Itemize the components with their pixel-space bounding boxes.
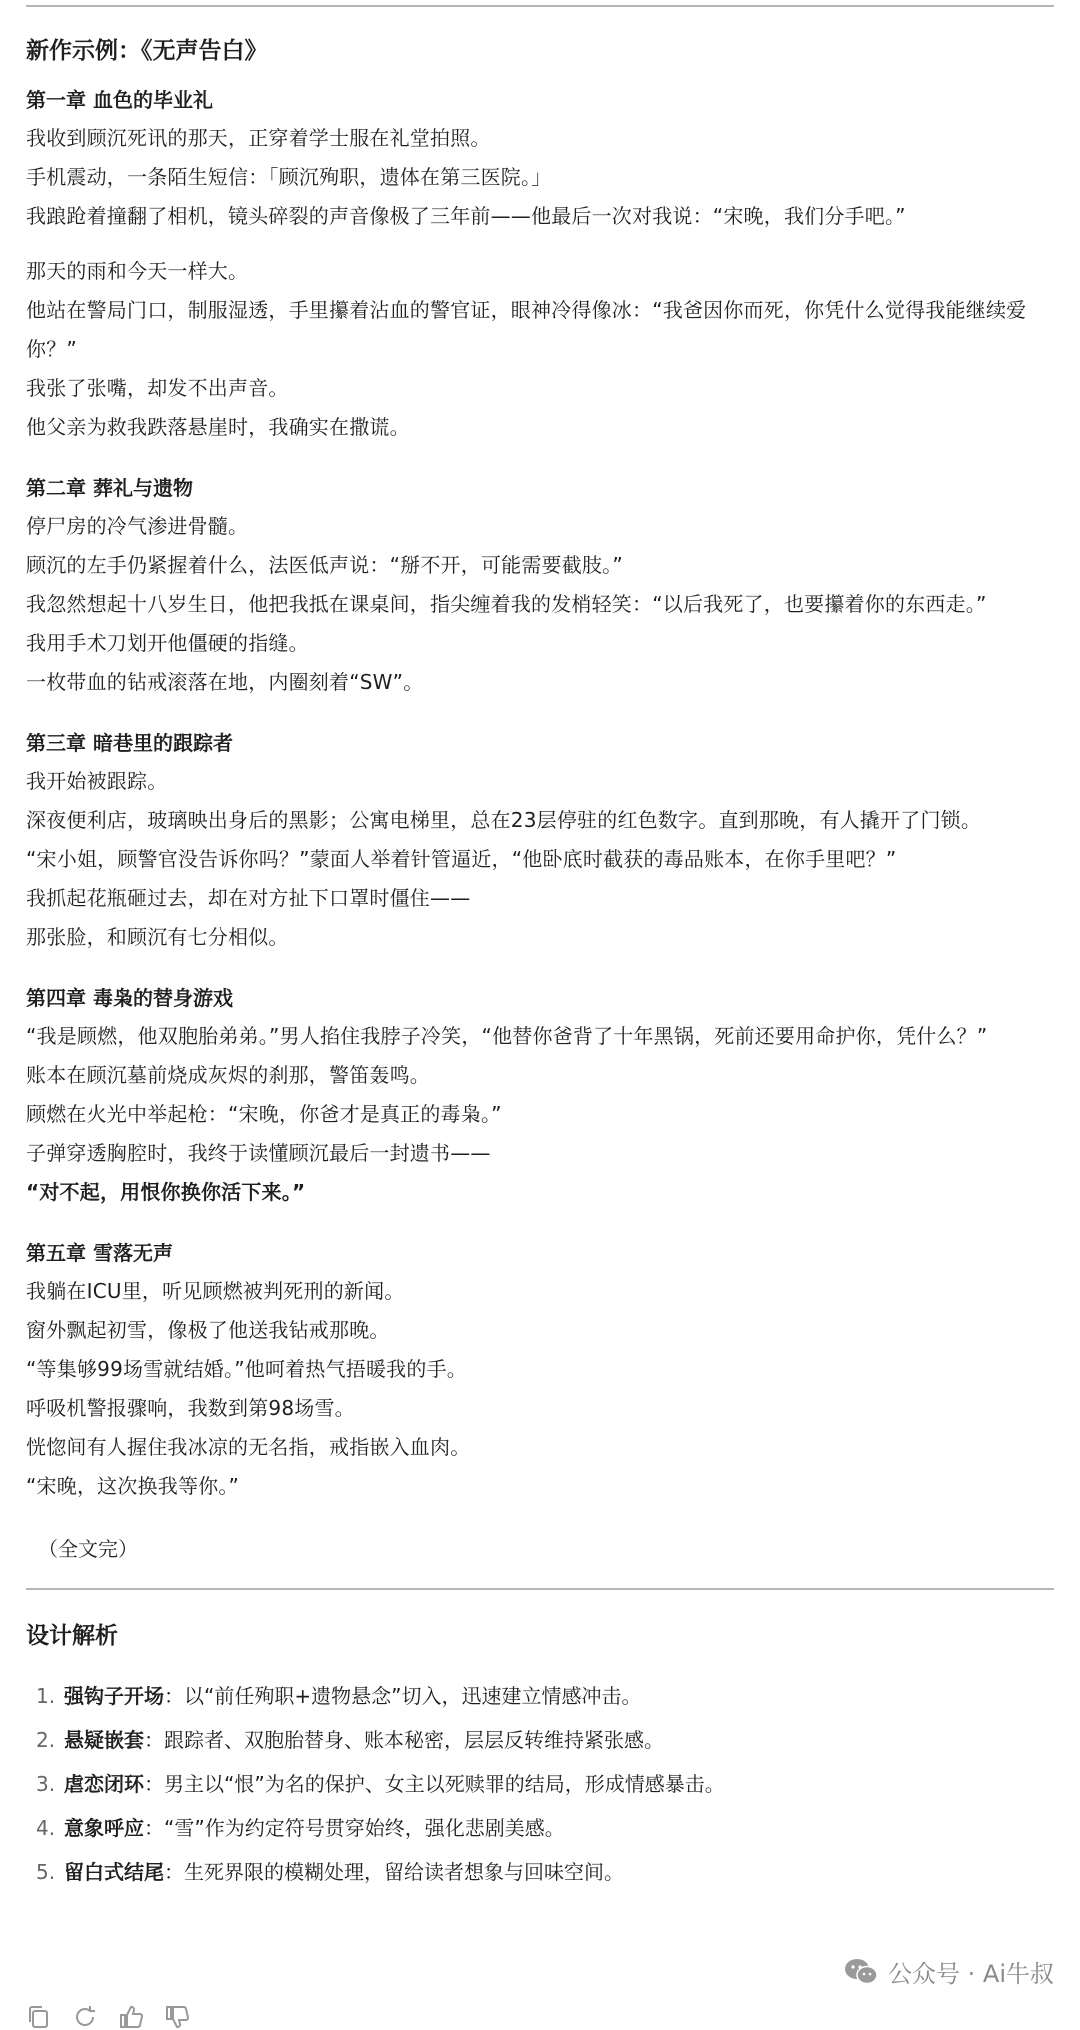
item-number: 3. bbox=[36, 1772, 56, 1796]
analysis-item bbox=[36, 1806, 1054, 1850]
item-number: 5. bbox=[36, 1860, 56, 1884]
item-term: 虐恋闭环 bbox=[64, 1772, 144, 1796]
item-body bbox=[64, 1850, 624, 1894]
thumbs-down-icon[interactable] bbox=[164, 2004, 190, 2030]
chapter-title: 第五章 雪落无声 bbox=[26, 1241, 173, 1265]
paragraph-gap bbox=[26, 236, 1054, 252]
analysis-item bbox=[36, 1850, 1054, 1894]
story-line: 手机震动，一条陌生短信：「顾沉殉职，遗体在第三医院。」 bbox=[26, 165, 552, 189]
chapter bbox=[26, 1238, 1054, 1506]
story-line: 我忽然想起十八岁生日，他把我抵在课桌间，指尖缠着我的发梢轻笑：“以后我死了，也要攥着你的东西走。” bbox=[26, 592, 987, 616]
item-number: 4. bbox=[36, 1816, 56, 1840]
item-body bbox=[64, 1718, 664, 1762]
item-number: 1. bbox=[36, 1684, 56, 1708]
item-term: 悬疑嵌套 bbox=[64, 1728, 144, 1752]
item-term: 强钩子开场 bbox=[64, 1684, 164, 1708]
emphasis-line: “对不起，用恨你换你活下来。” bbox=[26, 1180, 306, 1204]
story-line: 子弹穿透胸腔时，我终于读懂顾沉最后一封遗书—— bbox=[26, 1141, 491, 1165]
chapter-title: 第四章 毒枭的替身游戏 bbox=[26, 986, 233, 1010]
story-line: 那天的雨和今天一样大。 bbox=[26, 259, 249, 283]
item-text: ：跟踪者、双胞胎替身、账本秘密，层层反转维持紧张感。 bbox=[144, 1728, 664, 1752]
section-divider bbox=[26, 1588, 1054, 1590]
story-line: 他父亲为救我跌落悬崖时，我确实在撒谎。 bbox=[26, 415, 410, 439]
story-line: 账本在顾沉墓前烧成灰烬的刹那，警笛轰鸣。 bbox=[26, 1063, 430, 1087]
watermark bbox=[844, 1954, 1054, 1989]
chapter bbox=[26, 983, 1054, 1212]
analysis-list bbox=[36, 1674, 1054, 1894]
analysis-item bbox=[36, 1762, 1054, 1806]
end-note: （全文完） bbox=[38, 1537, 138, 1561]
chapter-title: 第三章 暗巷里的跟踪者 bbox=[26, 731, 233, 755]
story-line: 顾燃在火光中举起枪：“宋晚，你爸才是真正的毒枭。” bbox=[26, 1102, 502, 1126]
story-line: 深夜便利店，玻璃映出身后的黑影；公寓电梯里，总在23层停驻的红色数字。直到那晚，有人撬开了门锁。 bbox=[26, 808, 982, 832]
story-line: “宋小姐，顾警官没告诉你吗？”蒙面人举着针管逼近，“他卧底时截获的毒品账本，在你手里吧？” bbox=[26, 847, 897, 871]
item-body bbox=[64, 1806, 565, 1850]
refresh-icon[interactable] bbox=[72, 2004, 98, 2030]
story-line: 呼吸机警报骤响，我数到第98场雪。 bbox=[26, 1396, 355, 1420]
story-line: 窗外飘起初雪，像极了他送我钻戒那晚。 bbox=[26, 1318, 390, 1342]
top-divider bbox=[26, 5, 1054, 7]
chapter-title: 第二章 葬礼与遗物 bbox=[26, 476, 193, 500]
chapter-list bbox=[26, 85, 1054, 1506]
story-line: 他站在警局门口，制服湿透，手里攥着沾血的警官证，眼神冷得像冰：“我爸因你而死，你凭什么觉得我能继续爱你？” bbox=[26, 298, 1027, 361]
chapter bbox=[26, 728, 1054, 957]
item-term: 留白式结尾 bbox=[64, 1860, 164, 1884]
story-line: 我收到顾沉死讯的那天，正穿着学士服在礼堂拍照。 bbox=[26, 126, 491, 150]
story-line: 停尸房的冷气渗进骨髓。 bbox=[26, 514, 249, 538]
analysis-title: 设计解析 bbox=[26, 1623, 118, 1649]
item-body bbox=[64, 1762, 725, 1806]
chapter-title: 第一章 血色的毕业礼 bbox=[26, 88, 213, 112]
story-line: 我用手术刀划开他僵硬的指缝。 bbox=[26, 631, 309, 655]
chapter bbox=[26, 85, 1054, 447]
story-line: 我开始被跟踪。 bbox=[26, 769, 168, 793]
story-line: “宋晚，这次换我等你。” bbox=[26, 1474, 240, 1498]
page-title: 新作示例：《无声告白》 bbox=[26, 38, 268, 64]
item-text: ：以“前任殉职+遗物悬念”切入，迅速建立情感冲击。 bbox=[164, 1684, 642, 1708]
item-body bbox=[64, 1674, 641, 1718]
story-line: 我躺在ICU里，听见顾燃被判死刑的新闻。 bbox=[26, 1279, 405, 1303]
story-line: 顾沉的左手仍紧握着什么，法医低声说：“掰不开，可能需要截肢。” bbox=[26, 553, 623, 577]
item-term: 意象呼应 bbox=[64, 1816, 144, 1840]
story-line: 我踉跄着撞翻了相机，镜头碎裂的声音像极了三年前——他最后一次对我说：“宋晚，我们分手吧。” bbox=[26, 204, 906, 228]
wechat-icon bbox=[844, 1958, 878, 1986]
item-text: ：男主以“恨”为名的保护、女主以死赎罪的结局，形成情感暴击。 bbox=[144, 1772, 725, 1796]
action-bar bbox=[26, 2004, 190, 2030]
story-line: 那张脸，和顾沉有七分相似。 bbox=[26, 925, 289, 949]
item-text: ：“雪”作为约定符号贯穿始终，强化悲剧美感。 bbox=[144, 1816, 565, 1840]
item-number: 2. bbox=[36, 1728, 56, 1752]
story-line: “我是顾燃，他双胞胎弟弟。”男人掐住我脖子冷笑，“他替你爸背了十年黑锅，死前还要用命护你，凭什么？” bbox=[26, 1024, 988, 1048]
analysis-item bbox=[36, 1674, 1054, 1718]
story-line: 恍惚间有人握住我冰凉的无名指，戒指嵌入血肉。 bbox=[26, 1435, 471, 1459]
article bbox=[26, 0, 1054, 1894]
story-line: 我抓起花瓶砸过去，却在对方扯下口罩时僵住—— bbox=[26, 886, 471, 910]
story-line: 我张了张嘴，却发不出声音。 bbox=[26, 376, 289, 400]
thumbs-up-icon[interactable] bbox=[118, 2004, 144, 2030]
analysis-item bbox=[36, 1718, 1054, 1762]
story-line: “等集够99场雪就结婚。”他呵着热气捂暖我的手。 bbox=[26, 1357, 467, 1381]
story-line: 一枚带血的钻戒滚落在地，内圈刻着“SW”。 bbox=[26, 670, 424, 694]
watermark-text: 公众号 · Ai牛叔 bbox=[888, 1960, 1054, 1988]
chapter bbox=[26, 473, 1054, 702]
copy-icon[interactable] bbox=[26, 2004, 52, 2030]
item-text: ：生死界限的模糊处理，留给读者想象与回味空间。 bbox=[164, 1860, 624, 1884]
